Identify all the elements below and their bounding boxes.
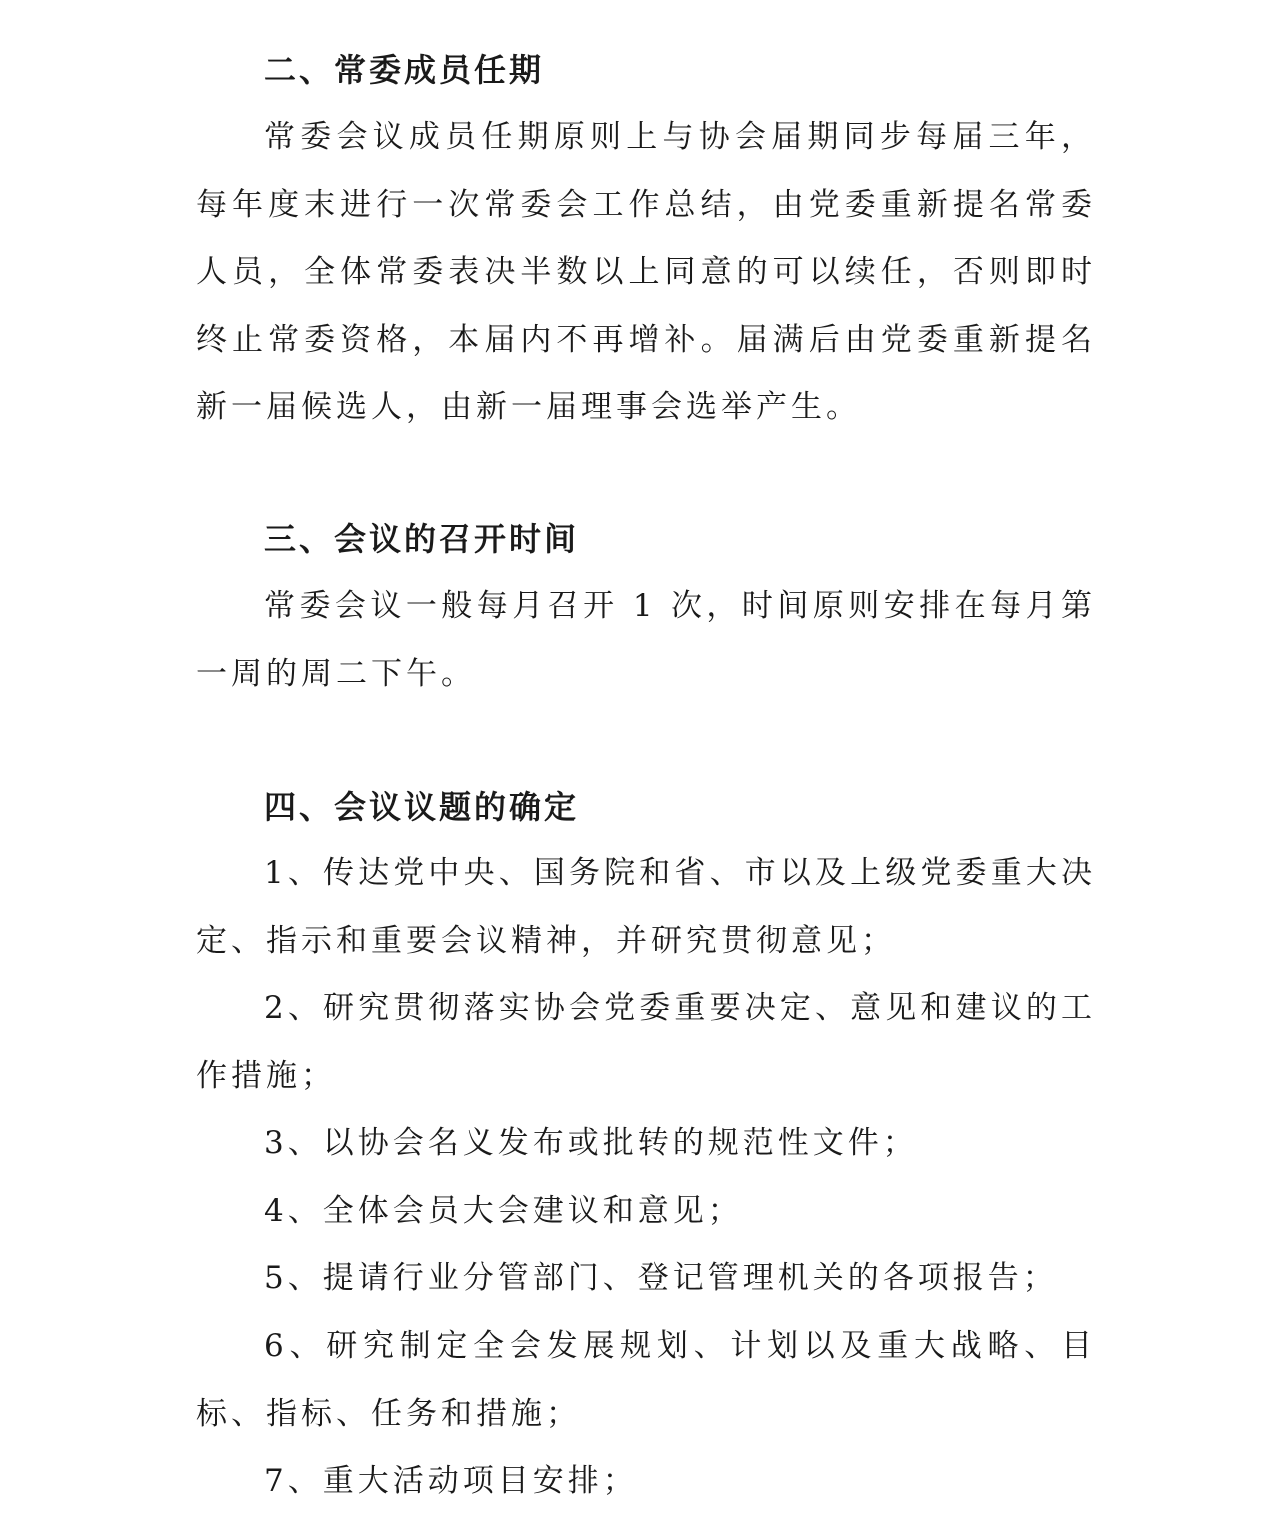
- list-item: 2、研究贯彻落实协会党委重要决定、意见和建议的工作措施；: [196, 990, 1096, 1094]
- section-4: [196, 787, 1096, 827]
- list-item: 5、提请行业分管部门、登记管理机关的各项报告；: [264, 1260, 1058, 1296]
- section-3-body: [196, 573, 1096, 708]
- section-3: [196, 519, 1096, 559]
- section-4-item-4: [196, 1178, 1096, 1246]
- section-4-item-3: [196, 1110, 1096, 1178]
- section-2-body: [196, 104, 1096, 442]
- section-3-paragraph: 常委会议一般每月召开 1 次，时间原则安排在每月第一周的周二下午。: [196, 588, 1096, 692]
- list-item: 4、全体会员大会建议和意见；: [264, 1193, 743, 1229]
- section-4-item-1: [196, 840, 1096, 975]
- list-item: 1、传达党中央、国务院和省、市以及上级党委重大决定、指示和重要会议精神，并研究贯彻意见；: [196, 855, 1096, 959]
- list-item: 6、研究制定全会发展规划、计划以及重大战略、目标、指标、任务和措施；: [196, 1328, 1096, 1432]
- section-4-item-5: [196, 1245, 1096, 1313]
- list-item: 3、以协会名义发布或批转的规范性文件；: [264, 1125, 918, 1161]
- section-4-item-2: [196, 975, 1096, 1110]
- section-2-paragraph: 常委会议成员任期原则上与协会届期同步每届三年，每年度末进行一次常委会工作总结，由党委重新提名常委人员，全体常委表决半数以上同意的可以续任，否则即时终止常委资格，本届内不再增补。届满后由党委重新提名新一届候选人，由新一届理事会选举产生。: [196, 119, 1096, 426]
- section-4-heading: 四、会议议题的确定: [264, 788, 580, 826]
- section-4-item-7: [196, 1448, 1096, 1516]
- list-item: 7、重大活动项目安排；: [264, 1463, 638, 1499]
- section-3-heading: 三、会议的召开时间: [264, 520, 580, 558]
- section-2-heading: 二、常委成员任期: [264, 51, 545, 89]
- section-2: [196, 50, 1096, 90]
- section-4-item-6: [196, 1313, 1096, 1448]
